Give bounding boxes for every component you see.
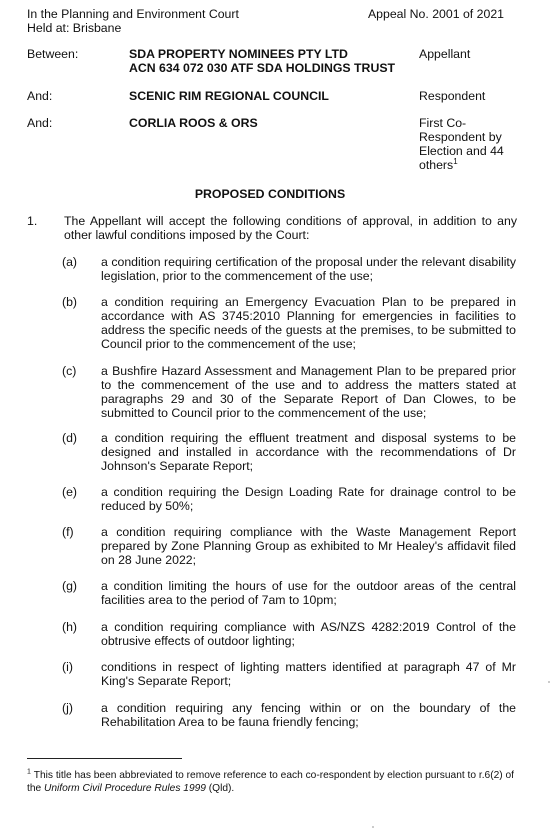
footnote-ref: 1 (453, 156, 458, 166)
condition-label: (f) (62, 525, 74, 539)
court-location: Held at: Brisbane (27, 21, 122, 35)
condition-label: (i) (62, 660, 73, 674)
court-header (27, 7, 327, 35)
paragraph-number: 1. (27, 214, 38, 228)
party-name-line: SDA PROPERTY NOMINEES PTY LTD (129, 47, 348, 61)
party-name (129, 89, 419, 103)
condition-text: a condition limiting the hours of use for the outdoor areas of the central facilities area to the period of 7am to 10pm; (101, 579, 516, 607)
footnote-text-end: (Qld). (205, 783, 235, 794)
footnote-divider (27, 758, 182, 759)
party-role (419, 47, 519, 75)
party-name-line: CORLIA ROOS & ORS (129, 116, 258, 130)
condition-text: a condition requiring the Design Loading Rate for drainage control to be reduced by 50%; (101, 485, 516, 513)
condition-label: (d) (62, 431, 78, 445)
party-label: And: (27, 116, 53, 130)
party-respondent (27, 89, 537, 103)
condition-h (62, 620, 516, 648)
footnote-text: This title has been abbreviated to remove reference to each co-respondent by election pursuant to r.6(2) of the (27, 770, 514, 794)
paragraph-1 (27, 214, 517, 242)
party-co-respondent (27, 116, 537, 172)
appeal-number: Appeal No. 2001 of 2021 (367, 7, 504, 21)
scan-speck (548, 681, 550, 683)
party-role (419, 116, 519, 172)
footnote-citation: Uniform Civil Procedure Rules 1999 (44, 783, 206, 794)
document-title: PROPOSED CONDITIONS (194, 187, 346, 201)
party-role-line: Appellant (419, 47, 471, 61)
party-role-line: Election and 44 (419, 144, 504, 158)
party-name-line: ACN 634 072 030 ATF SDA HOLDINGS TRUST (129, 61, 396, 75)
condition-j (62, 701, 516, 729)
condition-text: a condition requiring compliance with AS/NZS 4282:2019 Control of the obtrusive effects of outdoor lighting; (101, 620, 516, 648)
party-role-line: Respondent by (419, 130, 502, 144)
condition-text: a condition requiring the effluent treatment and disposal systems to be designed and installed in accordance with the recommendations of Dr Johnson's Separate Report; (101, 431, 516, 473)
party-label: Between: (27, 47, 79, 61)
condition-f (62, 525, 516, 567)
footnote (27, 769, 517, 795)
condition-label: (g) (62, 579, 78, 593)
paragraph-text: The Appellant will accept the following conditions of approval, in addition to any other lawful conditions imposed by the Court: (64, 214, 517, 242)
condition-text: a condition requiring any fencing within or on the boundary of the Rehabilitation Area to be fauna friendly fencing; (101, 701, 516, 729)
condition-b (62, 295, 516, 351)
party-name-line: SCENIC RIM REGIONAL COUNCIL (129, 89, 329, 103)
court-name: In the Planning and Environment Court (27, 7, 239, 21)
condition-text: a condition requiring an Emergency Evacuation Plan to be prepared in accordance with AS 3745:2010 Planning for emergencies in facilities to address the specific needs of the guests at the premises, to be submitted to Council prior to the commencement of the use; (101, 295, 516, 351)
condition-label: (c) (62, 364, 77, 378)
condition-text: conditions in respect of lighting matters identified at paragraph 47 of Mr King's Separate Report; (101, 660, 516, 688)
condition-e (62, 485, 516, 513)
condition-label: (j) (62, 701, 73, 715)
condition-a (62, 255, 516, 283)
condition-i (62, 660, 516, 688)
party-label: And: (27, 89, 53, 103)
scan-speck (372, 826, 374, 828)
condition-c (62, 364, 516, 420)
condition-label: (h) (62, 620, 78, 634)
condition-text: a condition requiring compliance with the Waste Management Report prepared by Zone Planning Group as exhibited to Mr Healey's affidavit filed on 28 June 2022; (101, 525, 516, 567)
party-name (129, 116, 419, 172)
condition-text: a Bushfire Hazard Assessment and Management Plan to be prepared prior to the commencement of the use and to address the matters stated at paragraphs 29 and 30 of the Separate Report of Dan Clowes, to be submitted to Council prior to the commencement of the use; (101, 364, 516, 420)
party-role-line: others$^1$ (419, 156, 458, 172)
party-role-line: Respondent (419, 89, 486, 103)
party-role (419, 89, 519, 103)
condition-label: (b) (62, 295, 78, 309)
condition-label: (a) (62, 255, 78, 269)
condition-g (62, 579, 516, 607)
party-role-line: First Co- (419, 116, 467, 130)
condition-text: a condition requiring certification of the proposal under the relevant disability legislation, prior to the commencement of the use; (101, 255, 516, 283)
party-appellant (27, 47, 537, 75)
condition-label: (e) (62, 485, 78, 499)
condition-d (62, 431, 516, 473)
party-name (129, 47, 419, 75)
footnote-marker: 1 (27, 768, 31, 776)
